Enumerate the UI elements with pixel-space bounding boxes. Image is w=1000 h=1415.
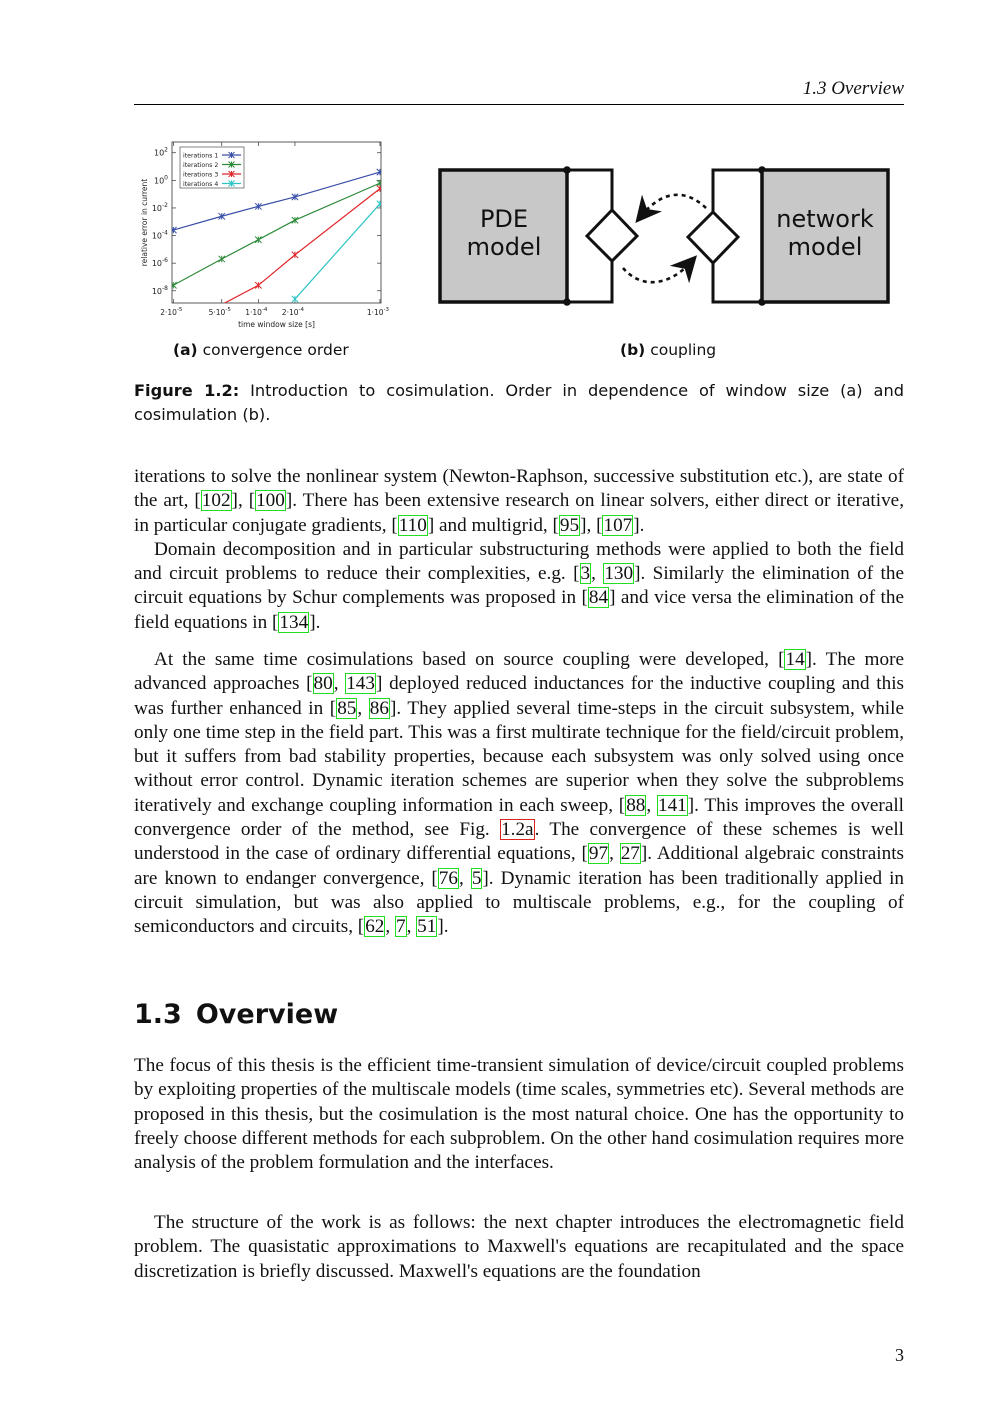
subcaption-b-label: (b)	[620, 341, 646, 359]
citation-link[interactable]: 62	[365, 916, 385, 938]
citation-link[interactable]: 130	[604, 563, 634, 585]
section-title-text: Overview	[195, 999, 339, 1030]
subcaption-b	[620, 341, 716, 359]
section-heading	[134, 999, 338, 1030]
y-axis-label: relative error in current	[140, 178, 149, 267]
x-tick-label: $1\cdot 10^{-4}$	[245, 307, 268, 317]
body-block-1	[134, 465, 904, 635]
body-block-3	[134, 1054, 904, 1175]
citation-link[interactable]: 88	[626, 794, 646, 816]
x-tick-label: $5\cdot 10^{-5}$	[208, 307, 231, 317]
citation-link[interactable]: 141	[657, 794, 687, 816]
paragraph-2: Domain decomposition and in particular substructuring methods were applied to both the field and circuit problems to reduce their complexities, e.g. [3, 130]. Similarly the elimination of the circuit equations by Schur complements was proposed in [84] and vice versa the elimination of the field equations in [134].	[134, 538, 904, 633]
citation-link[interactable]: 84	[588, 587, 609, 609]
citation-link[interactable]: 134	[279, 611, 309, 633]
arrow-to-pde-icon	[642, 195, 706, 215]
citation-link[interactable]: 51	[417, 916, 437, 938]
subcaption-a-label: (a)	[173, 341, 198, 359]
arrow-to-network-icon	[623, 263, 690, 282]
subcaption-b-text: coupling	[650, 341, 717, 359]
convergence-chart	[134, 136, 404, 336]
paragraph-5: The structure of the work is as follows: the next chapter introduces the electromagnetic field problem. The quasistatic approximations to Maxwell's equations are recapitulated and the space discretization is briefly discussed. Maxwell's equations are the foundation	[134, 1212, 904, 1282]
paragraph-1: iterations to solve the nonlinear system (Newton-Raphson, successive substitution etc.), are state of the art, [102], [100]. There has been extensive research on linear solvers, either direct or iterative, in particular conjugate gradients, [110] and multigrid, [95], [107].	[134, 466, 904, 536]
x-tick-label: $1\cdot 10^{-3}$	[366, 307, 390, 317]
y-tick-label: $10^{-6}$	[151, 257, 168, 269]
network-label-line1: network	[776, 205, 874, 233]
right-coupling-port	[688, 166, 766, 306]
x-tick-label: $2\cdot 10^{-5}$	[160, 307, 183, 317]
pde-label-line2: model	[466, 233, 542, 261]
citation-link[interactable]: 107	[603, 514, 633, 536]
figure-reference-link[interactable]: 1.2a	[501, 819, 534, 841]
paragraph-3: At the same time cosimulations based on source coupling were developed, [14]. The more advanced approaches [80, 143] deployed reduced inductances for the inductive coupling and this was further enhanced in [85, 86]. They applied several time-steps in the circuit subsystem, while only one time step in the field part. This was a first multirate technique for the field/circuit problem, but it suffers from bad stability properties, because each subsystem was only solved using once without error control. Dynamic iteration schemes are superior when they solve the subproblems iteratively and exchange coupling information in each sweep, [88, 141]. This improves the overall convergence order of the method, see Fig. 1.2a. The convergence of these schemes is well understood in the case of ordinary differential equations, [97, 27]. Additional algebraic constraints are known to endanger convergence, [76, 5]. Dynamic iteration has been traditionally applied in circuit simulation, but was also applied to multiscale problems, e.g., for the coupling of semiconductors and circuits, [62, 7, 51].	[134, 649, 905, 938]
running-header: 1.3 Overview	[134, 78, 904, 105]
legend-entry: iterations 2	[183, 162, 219, 169]
citation-link[interactable]: 86	[369, 697, 389, 719]
citation-link[interactable]: 5	[471, 867, 482, 889]
citation-link[interactable]: 80	[313, 673, 333, 695]
pde-label-line1: PDE	[479, 205, 529, 233]
chart-canvas	[134, 136, 404, 336]
citation-link[interactable]: 100	[256, 490, 285, 512]
citation-link[interactable]: 85	[337, 697, 357, 719]
y-tick-label: $10^{-2}$	[151, 201, 168, 213]
citation-link[interactable]: 143	[346, 673, 375, 695]
section-number: 1.3	[134, 999, 182, 1030]
page-number: 3	[895, 1345, 904, 1365]
citation-link[interactable]: 97	[588, 843, 609, 865]
citation-link[interactable]: 102	[201, 490, 231, 512]
legend-entry: iterations 4	[183, 181, 219, 188]
y-tick-label: $10^2$	[153, 146, 168, 158]
citation-link[interactable]: 95	[559, 514, 580, 536]
paragraph-4: The focus of this thesis is the efficient time-transient simulation of device/circuit coupled problems by exploiting properties of the multiscale models (time scales, symmetries etc). Several methods are proposed in this thesis, but the cosimulation is the most natural choice. One has the opportunity to freely choose different methods for each subproblem. On the other hand cosimulation requires more analysis of the problem formulation and the interfaces.	[134, 1055, 904, 1174]
y-tick-label: $10^0$	[153, 174, 168, 186]
body-block-2	[134, 648, 904, 940]
legend-entry: iterations 3	[183, 171, 219, 179]
citation-link[interactable]: 76	[438, 867, 458, 889]
y-tick-label: $10^{-4}$	[151, 229, 168, 241]
coupling-diagram	[430, 155, 900, 320]
x-tick-label: $2\cdot 10^{-4}$	[281, 307, 305, 317]
citation-link[interactable]: 27	[620, 843, 640, 865]
citation-link[interactable]: 7	[395, 916, 406, 938]
legend-entry: iterations 1	[183, 152, 219, 160]
citation-link[interactable]: 3	[580, 563, 591, 585]
figure-label: Figure 1.2:	[134, 381, 240, 400]
citation-link[interactable]: 14	[785, 649, 805, 670]
network-model-box	[762, 170, 888, 302]
figure-caption-text: Introduction to cosimulation. Order in dependence of window size (a) and cosimulation (b).	[134, 381, 904, 424]
subcaption-a	[173, 341, 349, 359]
citation-link[interactable]: 110	[398, 514, 427, 536]
network-label-line2: model	[787, 233, 863, 261]
body-block-4	[134, 1211, 904, 1284]
left-coupling-port	[563, 166, 637, 306]
pde-model-box	[440, 170, 567, 302]
y-tick-label: $10^{-8}$	[151, 284, 168, 296]
x-axis-label: time window size [s]	[238, 320, 315, 329]
subcaption-a-text: convergence order	[202, 341, 349, 359]
figure-caption	[134, 379, 904, 427]
